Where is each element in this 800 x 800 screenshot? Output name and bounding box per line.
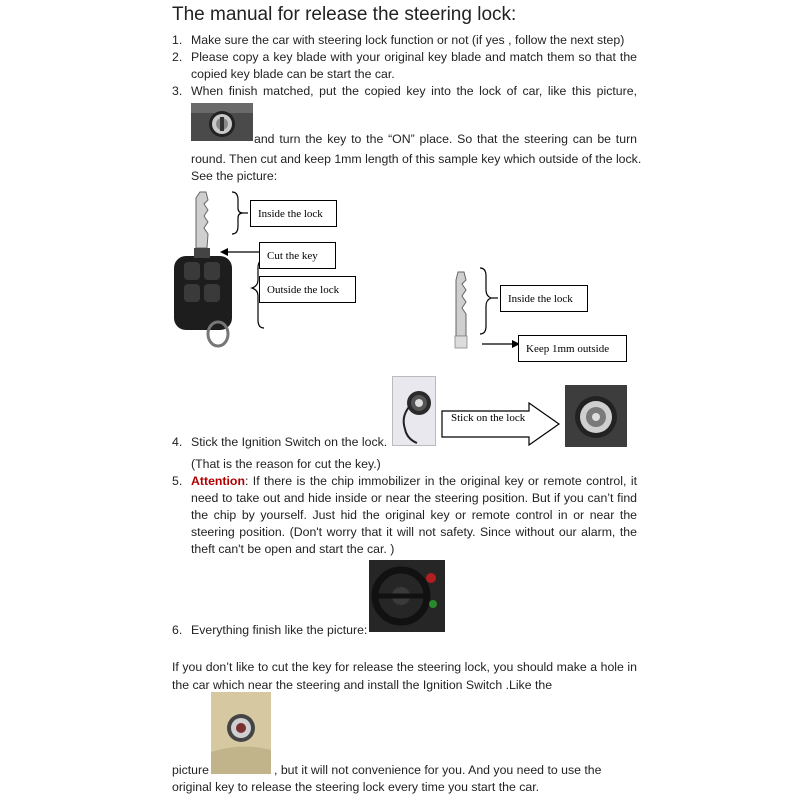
callout-outside-lock: Outside the lock bbox=[259, 276, 356, 303]
step-5-text-line1: : If there is the chip immobilizer in the original key or remote control, it bbox=[244, 474, 637, 488]
footer-line3-start: picture bbox=[172, 763, 209, 777]
stick-on-arrow bbox=[441, 402, 561, 446]
callout-cut-key: Cut the key bbox=[259, 242, 336, 269]
callout-inside-lock-2: Inside the lock bbox=[500, 285, 588, 312]
step-1-text: Make sure the car with steering lock function or not (if yes , follow the next step) bbox=[191, 33, 625, 47]
attention-label: Attention bbox=[191, 474, 245, 488]
step-6-text: Everything finish like the picture: bbox=[191, 623, 368, 637]
key-in-lock-photo bbox=[191, 103, 253, 141]
step-5-number: 5. bbox=[172, 474, 183, 488]
callout-inside-lock-1: Inside the lock bbox=[250, 200, 337, 227]
step-3-number: 3. bbox=[172, 84, 183, 98]
step-3-text-line1: When finish matched, put the copied key into the lock of car, like this picture, bbox=[191, 84, 637, 98]
callout-keep-1mm: Keep 1mm outside bbox=[518, 335, 627, 362]
footer-line1: If you don’t like to cut the key for release the steering lock, you should make a hole in bbox=[172, 660, 637, 674]
step-5-text-line2: need to take out and hide inside or near the steering position. But if you can’t find bbox=[191, 491, 637, 505]
ignition-switch-icon bbox=[393, 377, 436, 446]
step-4-note: (That is the reason for cut the key.) bbox=[191, 457, 381, 471]
step-4-number: 4. bbox=[172, 435, 183, 449]
step-5-text-line5: theft can't be open and start the car. ) bbox=[191, 542, 395, 556]
step-5-text-line4: steering position. (Don't worry that it will not safety. Since without our alarm, the bbox=[191, 525, 637, 539]
step-2-text-line1: Please copy a key blade with your original key blade and match them so that the bbox=[191, 50, 637, 64]
step-3-text-line2: and turn the key to the “ON” place. So that the steering can be turn bbox=[254, 132, 637, 146]
step-6-number: 6. bbox=[172, 623, 183, 637]
step-1-number: 1. bbox=[172, 33, 183, 47]
step-4-text: Stick the Ignition Switch on the lock. bbox=[191, 435, 388, 449]
ignition-lock-icon bbox=[191, 103, 253, 141]
step-5-text-line3: the chip by yourself. Just hid the original key or remote control in or near the bbox=[191, 508, 637, 522]
footer-line3-end: , but it will not convenience for you. And you need to use the bbox=[274, 763, 602, 777]
steering-wheel-photo bbox=[369, 560, 445, 632]
switch-on-lock-photo bbox=[565, 385, 627, 447]
dashboard-switch-icon bbox=[211, 692, 271, 774]
step-5-line1 bbox=[191, 473, 637, 489]
dashboard-hole-photo bbox=[211, 692, 271, 774]
step-2-number: 2. bbox=[172, 50, 183, 64]
page-title: The manual for release the steering lock: bbox=[172, 4, 517, 25]
ignition-switch-photo bbox=[392, 376, 436, 446]
lock-with-switch-icon bbox=[565, 385, 627, 447]
step-3-text-line4: See the picture: bbox=[191, 169, 278, 183]
callout-stick-on: Stick on the lock bbox=[451, 412, 526, 424]
footer-line2: the car which near the steering and install the Ignition Switch .Like the bbox=[172, 678, 553, 692]
footer-line4: original key to release the steering lock every time you start the car. bbox=[172, 780, 540, 794]
step-3-text-line3: round. Then cut and keep 1mm length of this sample key which outside of the lock. bbox=[191, 152, 642, 166]
steering-wheel-icon bbox=[369, 560, 445, 632]
step-2-text-line2: copied key blade can be start the car. bbox=[191, 67, 395, 81]
